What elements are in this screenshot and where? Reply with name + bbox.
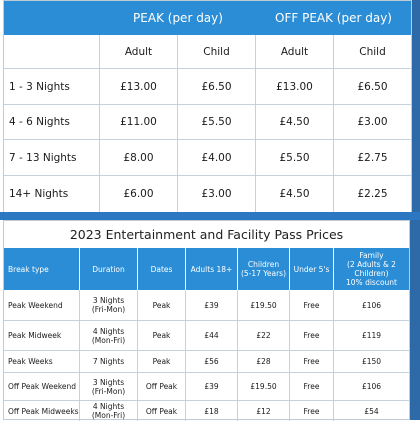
children-cell: £28 [238, 351, 290, 373]
under5-cell: Free [290, 290, 334, 321]
children-cell: £22 [238, 321, 290, 351]
price-cell: £6.50 [334, 69, 411, 105]
dates-cell: Off Peak [138, 401, 186, 421]
dates-cell: Peak [138, 290, 186, 321]
duration-cell: 3 Nights (Fri-Mon) [80, 373, 138, 401]
price-cell: £11.00 [100, 105, 178, 140]
pass-price-table [3, 220, 410, 420]
children-cell: £19.50 [238, 373, 290, 401]
price-cell: £4.50 [256, 105, 334, 140]
price-cell: £6.50 [178, 69, 256, 105]
price-cell: £8.00 [100, 140, 178, 176]
price-cell: £2.25 [357, 188, 388, 200]
break-type-cell: Peak Weekend [4, 290, 80, 321]
divider-band [0, 212, 420, 220]
col-header-children: Children (5-17 Years) [238, 248, 290, 290]
dates-cell: Peak [138, 351, 186, 373]
row-label: 7 - 13 Nights [4, 140, 100, 176]
duration-cell: 3 Nights (Fri-Mon) [80, 290, 138, 321]
accommodation-price-table [3, 0, 412, 214]
subheader-peak-adult: Adult [100, 35, 178, 69]
col-header-family: Family (2 Adults & 2 Children) 10% discount [334, 248, 409, 290]
row-label: 1 - 3 Nights [4, 69, 100, 105]
children-cell: £19.50 [238, 290, 290, 321]
price-cell: £3.00 [178, 176, 256, 212]
dates-cell: Off Peak [138, 373, 186, 401]
break-type-cell: Off Peak Midweeks [4, 401, 80, 421]
adults-cell: £18 [186, 401, 238, 421]
row-label: 14+ Nights [4, 176, 100, 212]
row-label: 4 - 6 Nights [4, 105, 100, 140]
children-cell: £12 [238, 401, 290, 421]
family-cell: £54 [364, 406, 379, 416]
peak-header: PEAK (per day) [100, 1, 257, 35]
price-cell: £4.50 [256, 176, 334, 212]
adults-cell: £44 [186, 321, 238, 351]
dates-cell: Peak [138, 321, 186, 351]
price-cell: £3.00 [334, 105, 411, 140]
under5-cell: Free [290, 321, 334, 351]
col-header-dates: Dates [138, 248, 186, 290]
price-cell: £5.50 [178, 105, 256, 140]
price-cell: £13.00 [100, 69, 178, 105]
under5-cell: Free [290, 351, 334, 373]
duration-cell: 7 Nights [80, 351, 138, 373]
price-cell: £4.00 [178, 140, 256, 176]
col-header-duration: Duration [80, 248, 138, 290]
adults-cell: £39 [186, 290, 238, 321]
table-title: 2023 Entertainment and Facility Pass Prices [4, 221, 409, 249]
under5-cell: Free [290, 373, 334, 401]
break-type-cell: Off Peak Weekend [4, 373, 80, 401]
subheader-offpeak-adult: Adult [256, 35, 334, 69]
under5-cell: Free [290, 401, 334, 421]
offpeak-header: OFF PEAK (per day) [256, 1, 411, 35]
duration-cell: 4 Nights (Mon-Fri) [80, 401, 138, 421]
break-type-cell: Peak Midweek [4, 321, 80, 351]
price-cell: £6.00 [100, 176, 178, 212]
header-blank-cell [4, 1, 101, 35]
price-cell: £2.75 [334, 140, 411, 176]
break-type-cell: Peak Weeks [4, 351, 80, 373]
price-cell: £13.00 [256, 69, 334, 105]
adults-cell: £39 [186, 373, 238, 401]
price-cell: £5.50 [256, 140, 334, 176]
subheader-blank [4, 35, 100, 69]
adults-cell: £56 [186, 351, 238, 373]
family-cell: £106 [334, 290, 409, 321]
family-cell: £106 [334, 373, 409, 401]
family-cell: £119 [334, 321, 409, 351]
subheader-offpeak-child: Child [334, 35, 411, 69]
subheader-peak-child: Child [178, 35, 256, 69]
family-cell: £150 [334, 351, 409, 373]
col-header-adults: Adults 18+ [186, 248, 238, 290]
duration-cell: 4 Nights (Mon-Fri) [80, 321, 138, 351]
col-header-break-type: Break type [4, 248, 80, 290]
col-header-under5: Under 5's [290, 248, 334, 290]
